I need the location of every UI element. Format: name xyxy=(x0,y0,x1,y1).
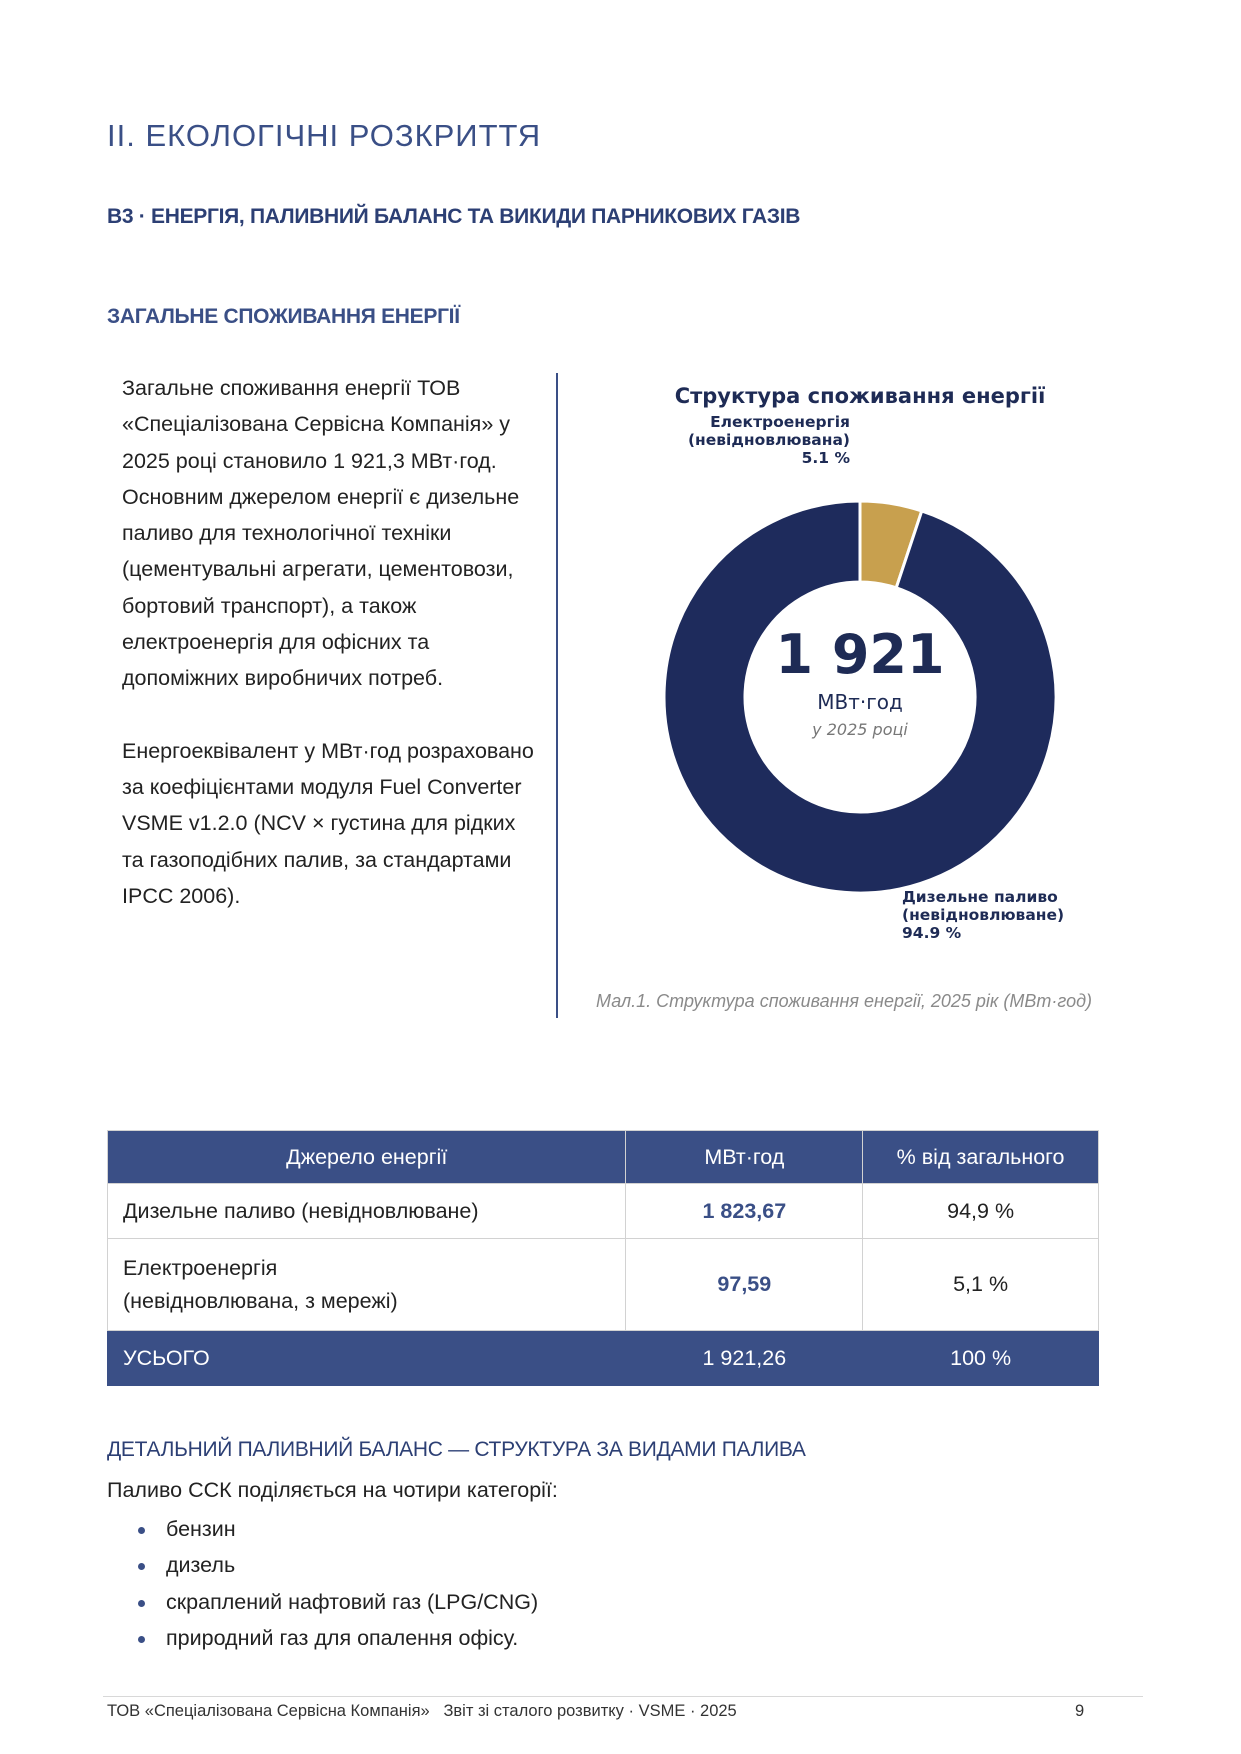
donut-center-value: 1 921 xyxy=(775,623,945,686)
slice-label-diesel-pct: 94.9 % xyxy=(902,924,962,942)
intro-text xyxy=(122,370,542,914)
slice-label-electricity-type: (невідновлювана) xyxy=(687,431,850,449)
topic-title: ЗАГАЛЬНЕ СПОЖИВАННЯ ЕНЕРГІЇ xyxy=(107,305,460,328)
intro-paragraph-1: Загальне споживання енергії ТОВ «Спеціалізована Сервісна Компанія» у 2025 році становило 1 921,3 МВт·год. Основним джерелом енергії є дизельне паливо для технологічної техніки (цементувальні агрегати, цементовози, бортовий транспорт), а також електроенергія для офісних та допоміжних виробничих потреб. xyxy=(122,376,520,691)
intro-paragraph-2: Енергоеквівалент у МВт·год розраховано за коефіцієнтами модуля Fuel Converter VSME v1.2.0 (NCV × густина для рідких та газоподібних палив, за стандартами IPCC 2006). xyxy=(122,738,534,908)
bullet-icon xyxy=(138,1600,145,1607)
page-number: 9 xyxy=(1075,1702,1085,1720)
bullet-icon xyxy=(138,1563,145,1570)
slice-label-diesel-name: Дизельне паливо xyxy=(902,888,1058,906)
list-item xyxy=(136,1547,538,1583)
list-item xyxy=(136,1584,538,1620)
energy-donut-chart xyxy=(590,380,1130,970)
row-pct: 5,1 % xyxy=(863,1239,1099,1331)
footer-divider xyxy=(103,1696,1143,1697)
list-item xyxy=(136,1620,538,1656)
row-source-line-2: (невідновлювана, з мережі) xyxy=(123,1288,398,1313)
fuel-section-title: ДЕТАЛЬНИЙ ПАЛИВНИЙ БАЛАНС — СТРУКТУРА ЗА ВИДАМИ ПАЛИВА xyxy=(107,1438,806,1461)
header-pct: % від загального xyxy=(863,1131,1099,1184)
slice-label-diesel-type: (невідновлюване) xyxy=(902,906,1065,924)
total-label: УСЬОГО xyxy=(108,1331,626,1386)
vertical-divider xyxy=(556,373,558,1018)
row-mwh: 97,59 xyxy=(626,1239,863,1331)
slice-label-electricity-pct: 5.1 % xyxy=(801,449,850,467)
footer-text: ТОВ «Спеціалізована Сервісна Компанія» Звіт зі сталого розвитку · VSME · 2025 xyxy=(107,1702,737,1720)
energy-table xyxy=(107,1130,1099,1386)
row-source-line-1: Електроенергія xyxy=(123,1255,278,1280)
bullet-icon xyxy=(138,1527,145,1534)
list-item-text: скраплений нафтовий газ (LPG/CNG) xyxy=(166,1589,539,1614)
donut-center-note: у 2025 році xyxy=(812,720,908,739)
slice-label-electricity xyxy=(688,413,850,467)
total-pct: 100 % xyxy=(863,1331,1099,1386)
fuel-section-intro: Паливо ССК поділяється на чотири категорії: xyxy=(107,1478,558,1502)
header-mwh: МВт·год xyxy=(626,1131,863,1184)
bullet-icon xyxy=(138,1636,145,1643)
list-item-text: природний газ для опалення офісу. xyxy=(166,1625,519,1650)
row-pct: 94,9 % xyxy=(863,1184,1099,1239)
table-row xyxy=(108,1184,1099,1239)
slice-label-diesel xyxy=(902,888,1064,942)
list-item-text: бензин xyxy=(166,1517,236,1541)
list-item xyxy=(136,1511,538,1547)
row-source xyxy=(108,1239,626,1331)
slice-label-electricity-name: Електроенергія xyxy=(710,413,850,431)
donut-center-unit: МВт·год xyxy=(817,690,903,714)
table-row xyxy=(108,1239,1099,1331)
chart-title: Структура споживання енергії xyxy=(674,384,1046,408)
table-total-row xyxy=(108,1331,1099,1386)
fuel-list xyxy=(136,1511,538,1656)
row-source: Дизельне паливо (невідновлюване) xyxy=(108,1184,626,1239)
row-mwh: 1 823,67 xyxy=(626,1184,863,1239)
subsection-title: B3 · ЕНЕРГІЯ, ПАЛИВНИЙ БАЛАНС ТА ВИКИДИ ПАРНИКОВИХ ГАЗІВ xyxy=(107,205,801,228)
table-header-row xyxy=(108,1131,1099,1184)
total-mwh: 1 921,26 xyxy=(626,1331,863,1386)
list-item-text: дизель xyxy=(166,1553,236,1578)
header-source: Джерело енергії xyxy=(108,1131,626,1184)
chart-caption: Мал.1. Структура споживання енергії, 2025 рік (МВт·год) xyxy=(596,991,1093,1011)
section-title: ІІ. ЕКОЛОГІЧНІ РОЗКРИТТЯ xyxy=(107,118,542,153)
